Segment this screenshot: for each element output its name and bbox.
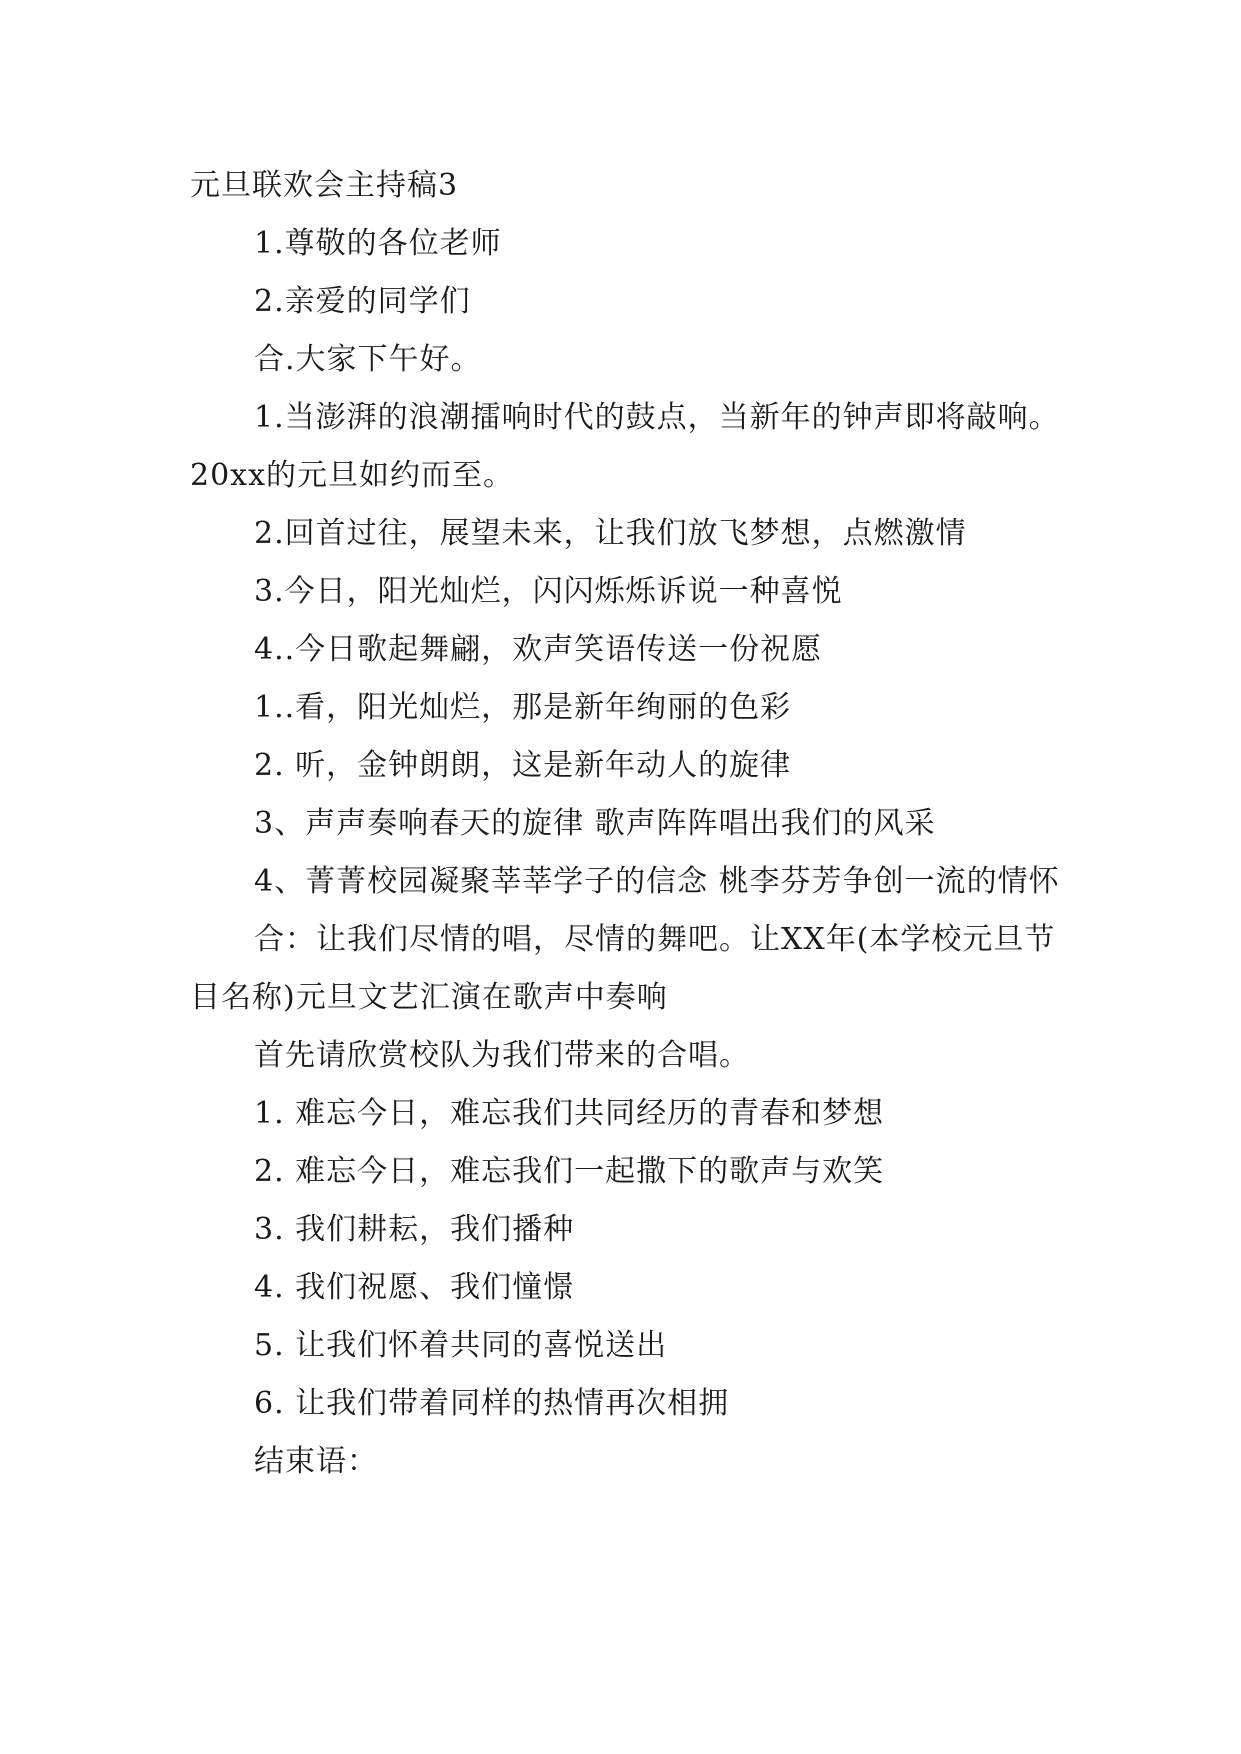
paragraph: 4、菁菁校园凝聚莘莘学子的信念 桃李芬芳争创一流的情怀 [254, 864, 1060, 899]
document-page [190, 157, 1060, 1491]
paragraph: 合：让我们尽情的唱，尽情的舞吧。让XX年(本学校元旦节目名称)元旦文艺汇演在歌声中奏响 [190, 922, 1056, 1015]
paragraph: 2.亲爱的同学们 [254, 284, 471, 319]
paragraph: 6. 让我们带着同样的热情再次相拥 [254, 1386, 730, 1421]
paragraph: 5. 让我们怀着共同的喜悦送出 [254, 1328, 668, 1363]
paragraph: 1..看，阳光灿烂，那是新年绚丽的色彩 [254, 690, 792, 725]
paragraph: 3、声声奏响春天的旋律 歌声阵阵唱出我们的风采 [254, 806, 936, 841]
paragraph: 3.今日，阳光灿烂，闪闪烁烁诉说一种喜悦 [254, 574, 843, 609]
paragraph: 4. 我们祝愿、我们憧憬 [254, 1270, 575, 1305]
paragraph: 2. 听，金钟朗朗，这是新年动人的旋律 [254, 748, 792, 783]
paragraph: 1.尊敬的各位老师 [254, 226, 502, 261]
paragraph: 2. 难忘今日，难忘我们一起撒下的歌声与欢笑 [254, 1154, 885, 1189]
document-title: 元旦联欢会主持稿3 [190, 168, 459, 203]
paragraph: 首先请欣赏校队为我们带来的合唱。 [254, 1038, 750, 1073]
paragraph: 4..今日歌起舞翩，欢声笑语传送一份祝愿 [254, 632, 823, 667]
paragraph: 合.大家下午好。 [254, 342, 482, 377]
paragraph: 2.回首过往，展望未来，让我们放飞梦想，点燃激情 [254, 516, 967, 551]
paragraph: 3. 我们耕耘，我们播种 [254, 1212, 575, 1247]
paragraph: 1.当澎湃的浪潮擂响时代的鼓点，当新年的钟声即将敲响。20xx的元旦如约而至。 [190, 400, 1060, 493]
paragraph: 1. 难忘今日，难忘我们共同经历的青春和梦想 [254, 1096, 885, 1131]
paragraph: 结束语： [254, 1444, 378, 1479]
